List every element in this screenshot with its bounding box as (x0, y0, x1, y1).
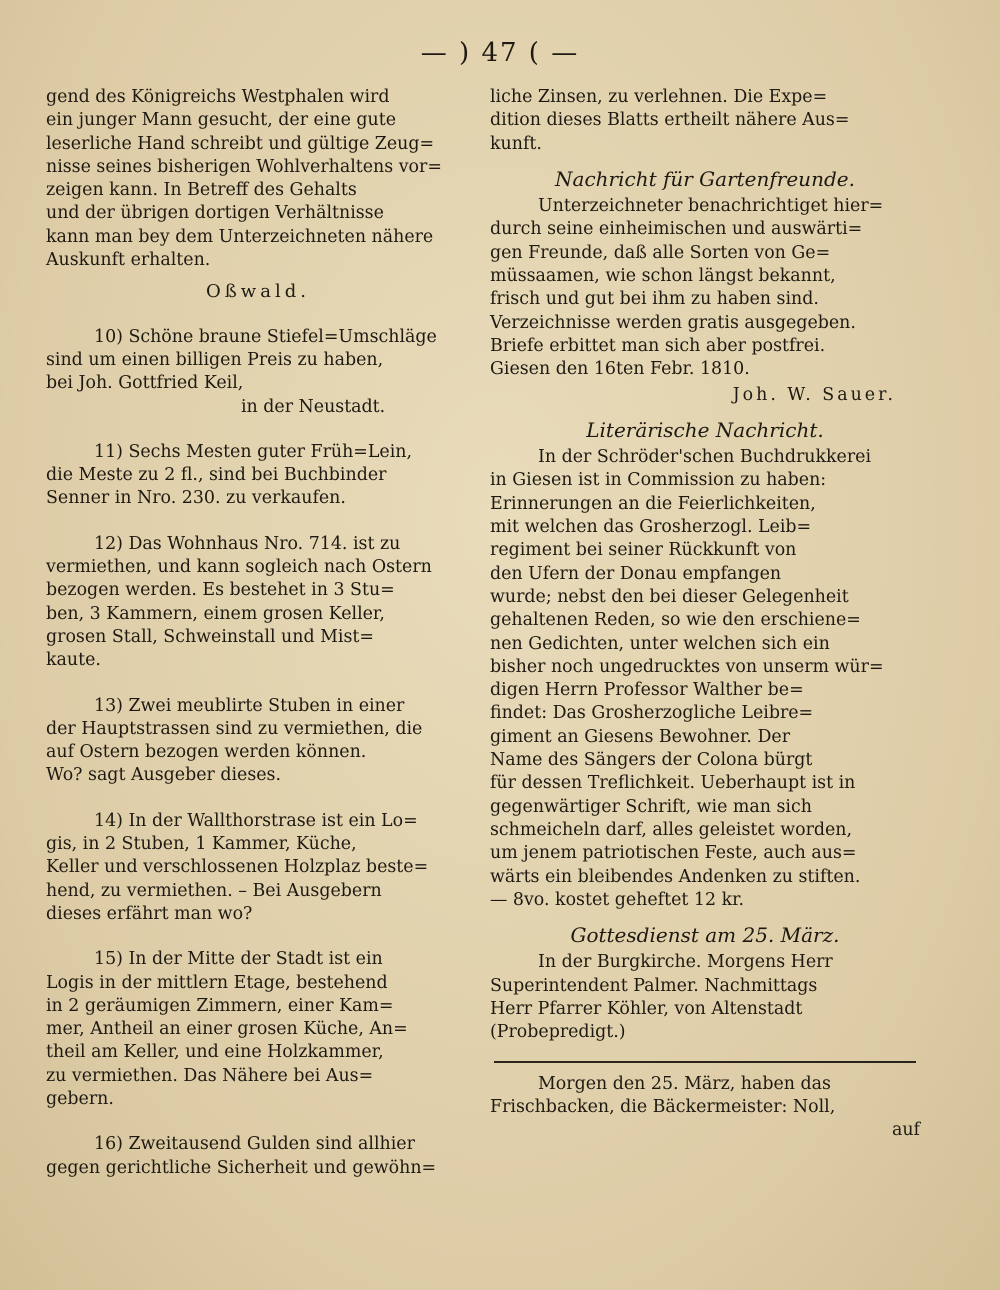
text-line: gis, in 2 Stuben, 1 Kammer, Küche, (46, 834, 357, 855)
text-line: 15) In der Mitte der Stadt ist ein (94, 949, 383, 970)
notice-12 (46, 533, 470, 673)
text-line: müssaamen, wie schon längst bekannt, (490, 266, 836, 287)
garden-notice (490, 168, 920, 407)
text-line: kaute. (46, 650, 101, 671)
continued-notice (46, 86, 470, 304)
address-line: in der Neustadt. (241, 396, 386, 417)
text-line: In der Burgkirche. Morgens Herr (538, 952, 833, 973)
notice-16 (46, 1133, 470, 1180)
text-line: 11) Sechs Mesten guter Früh=Lein, (94, 441, 413, 462)
text-line: schmeicheln darf, alles geleistet worden, (490, 819, 853, 840)
text-line: Giesen den 16ten Febr. 1810. (490, 359, 750, 380)
text-line: 16) Zweitausend Gulden sind allhier (94, 1134, 415, 1155)
text-line: auf Ostern bezogen werden können. (46, 742, 367, 763)
text-line: Herr Pfarrer Köhler, von Altenstadt (490, 998, 803, 1019)
text-line: Erinnerungen an die Feierlichkeiten, (490, 493, 816, 514)
church-service-notice (490, 924, 920, 1044)
text-line: vermiethen, und kann sogleich nach Ostern (46, 557, 432, 578)
text-line: gegenwärtiger Schrift, wie man sich (490, 796, 812, 817)
bakers-notice (490, 1073, 920, 1143)
literary-notice (490, 419, 920, 912)
text-line: liche Zinsen, zu verlehnen. Die Expe= (490, 87, 828, 107)
catchword: auf (891, 1120, 920, 1141)
section-heading: Gottesdienst am 25. März. (570, 923, 840, 948)
text-line: Verzeichnisse werden gratis ausgegeben. (490, 312, 856, 333)
text-line: in Giesen ist in Commission zu haben: (490, 470, 827, 491)
text-line: mit welchen das Grosherzogl. Leib= (490, 517, 812, 538)
text-line: gegen gerichtliche Sicherheit und gewöhn= (46, 1157, 437, 1178)
text-line: der Hauptstrassen sind zu vermiethen, die (46, 718, 423, 739)
text-line: ben, 3 Kammern, einem grosen Keller, (46, 603, 385, 624)
text-line: 10) Schöne braune Stiefel=Umschläge (94, 326, 437, 347)
notice-13 (46, 695, 470, 788)
text-line: gehaltenen Reden, so wie den erschiene= (490, 610, 861, 631)
text-line: (Probepredigt.) (490, 1022, 626, 1043)
text-line: sind um einen billigen Preis zu haben, (46, 349, 384, 370)
section-divider (494, 1061, 916, 1063)
section-heading: Literärische Nachricht. (586, 417, 824, 442)
text-line: Auskunft erhalten. (46, 250, 211, 271)
text-line: leserliche Hand schreibt und gültige Zeug= (46, 133, 435, 154)
address-line: bei Joh. Gottfried Keil, (46, 373, 244, 394)
notice-15 (46, 948, 470, 1111)
text-line: theil am Keller, und eine Holzkammer, (46, 1042, 384, 1063)
text-line: giment an Giesens Bewohner. Der (490, 726, 791, 747)
text-line: für dessen Treflichkeit. Ueberhaupt ist in (490, 773, 856, 794)
text-line: digen Herrn Professor Walther be= (490, 680, 804, 701)
text-line: hend, zu vermiethen. – Bei Ausgebern (46, 880, 382, 901)
text-line: und der übrigen dortigen Verhältnisse (46, 203, 384, 224)
left-column (46, 86, 470, 1180)
text-line: Keller und verschlossenen Holzplaz beste= (46, 857, 429, 878)
notice-10 (46, 326, 470, 419)
notice-11 (46, 441, 470, 511)
text-line: Wo? sagt Ausgeber dieses. (46, 765, 281, 786)
signature: Joh. W. Sauer. (732, 384, 896, 405)
section-heading: Nachricht für Gartenfreunde. (555, 166, 855, 191)
text-line: mer, Antheil an einer grosen Küche, An= (46, 1019, 408, 1040)
text-line: 14) In der Wallthorstrase ist ein Lo= (94, 810, 418, 831)
text-line: zu vermiethen. Das Nähere bei Aus= (46, 1065, 374, 1086)
text-line: die Meste zu 2 fl., sind bei Buchbinder (46, 465, 387, 486)
text-line: durch seine einheimischen und auswärti= (490, 219, 863, 240)
right-column (490, 86, 920, 1142)
text-line: den Ufern der Donau empfangen (490, 563, 782, 584)
text-line: In der Schröder'schen Buchdrukkerei (538, 447, 872, 468)
text-line: grosen Stall, Schweinstall und Mist= (46, 626, 374, 647)
continued-notice-16 (490, 86, 920, 156)
text-line: Name des Sängers der Colona bürgt (490, 750, 813, 771)
text-line: Superintendent Palmer. Nachmittags (490, 975, 818, 996)
text-line: kann man bey dem Unterzeichneten nähere (46, 226, 434, 247)
text-line: Unterzeichneter benachrichtiget hier= (538, 196, 884, 217)
text-line: ein junger Mann gesucht, der eine gute (46, 110, 397, 131)
text-line: Briefe erbittet man sich aber postfrei. (490, 335, 826, 356)
text-line: gebern. (46, 1088, 114, 1109)
text-line: 12) Das Wohnhaus Nro. 714. ist zu (94, 533, 401, 554)
text-line: dition dieses Blatts ertheilt nähere Aus= (490, 110, 850, 131)
text-line: 13) Zwei meublirte Stuben in einer (94, 695, 405, 716)
text-line: — 8vo. kostet geheftet 12 kr. (490, 889, 745, 910)
text-line: kunft. (490, 133, 542, 154)
text-line: bezogen werden. Es bestehet in 3 Stu= (46, 580, 395, 601)
text-line: wurde; nebst den bei dieser Gelegenheit (490, 586, 849, 607)
text-line: frisch und gut bei ihm zu haben sind. (490, 289, 819, 310)
text-line: zeigen kann. In Betreff des Gehalts (46, 180, 357, 201)
text-line: wärts ein bleibendes Andenken zu stiften. (490, 866, 861, 887)
text-line: in 2 geräumigen Zimmern, einer Kam= (46, 995, 394, 1016)
text-line: um jenem patriotischen Feste, auch aus= (490, 843, 857, 864)
text-line: dieses erfährt man wo? (46, 903, 253, 924)
text-line: Morgen den 25. März, haben das (538, 1073, 831, 1094)
text-line: bisher noch ungedrucktes von unserm wür= (490, 656, 884, 677)
text-line: Logis in der mittlern Etage, bestehend (46, 972, 388, 993)
text-line: findet: Das Grosherzogliche Leibre= (490, 703, 814, 724)
notice-14 (46, 810, 470, 926)
text-line: gend des Königreichs Westphalen wird (46, 87, 390, 107)
signature: Oßwald. (206, 281, 310, 303)
text-line: nisse seines bisherigen Wohlverhaltens vor= (46, 156, 442, 177)
text-line: Frischbacken, die Bäckermeister: Noll, (490, 1096, 836, 1117)
text-line: nen Gedichten, unter welchen sich ein (490, 633, 830, 654)
text-line: Senner in Nro. 230. zu verkaufen. (46, 488, 346, 509)
text-line: gen Freunde, daß alle Sorten von Ge= (490, 242, 831, 263)
page-number: — ) 47 ( — (420, 38, 580, 68)
text-line: regiment bei seiner Rückkunft von (490, 540, 797, 561)
